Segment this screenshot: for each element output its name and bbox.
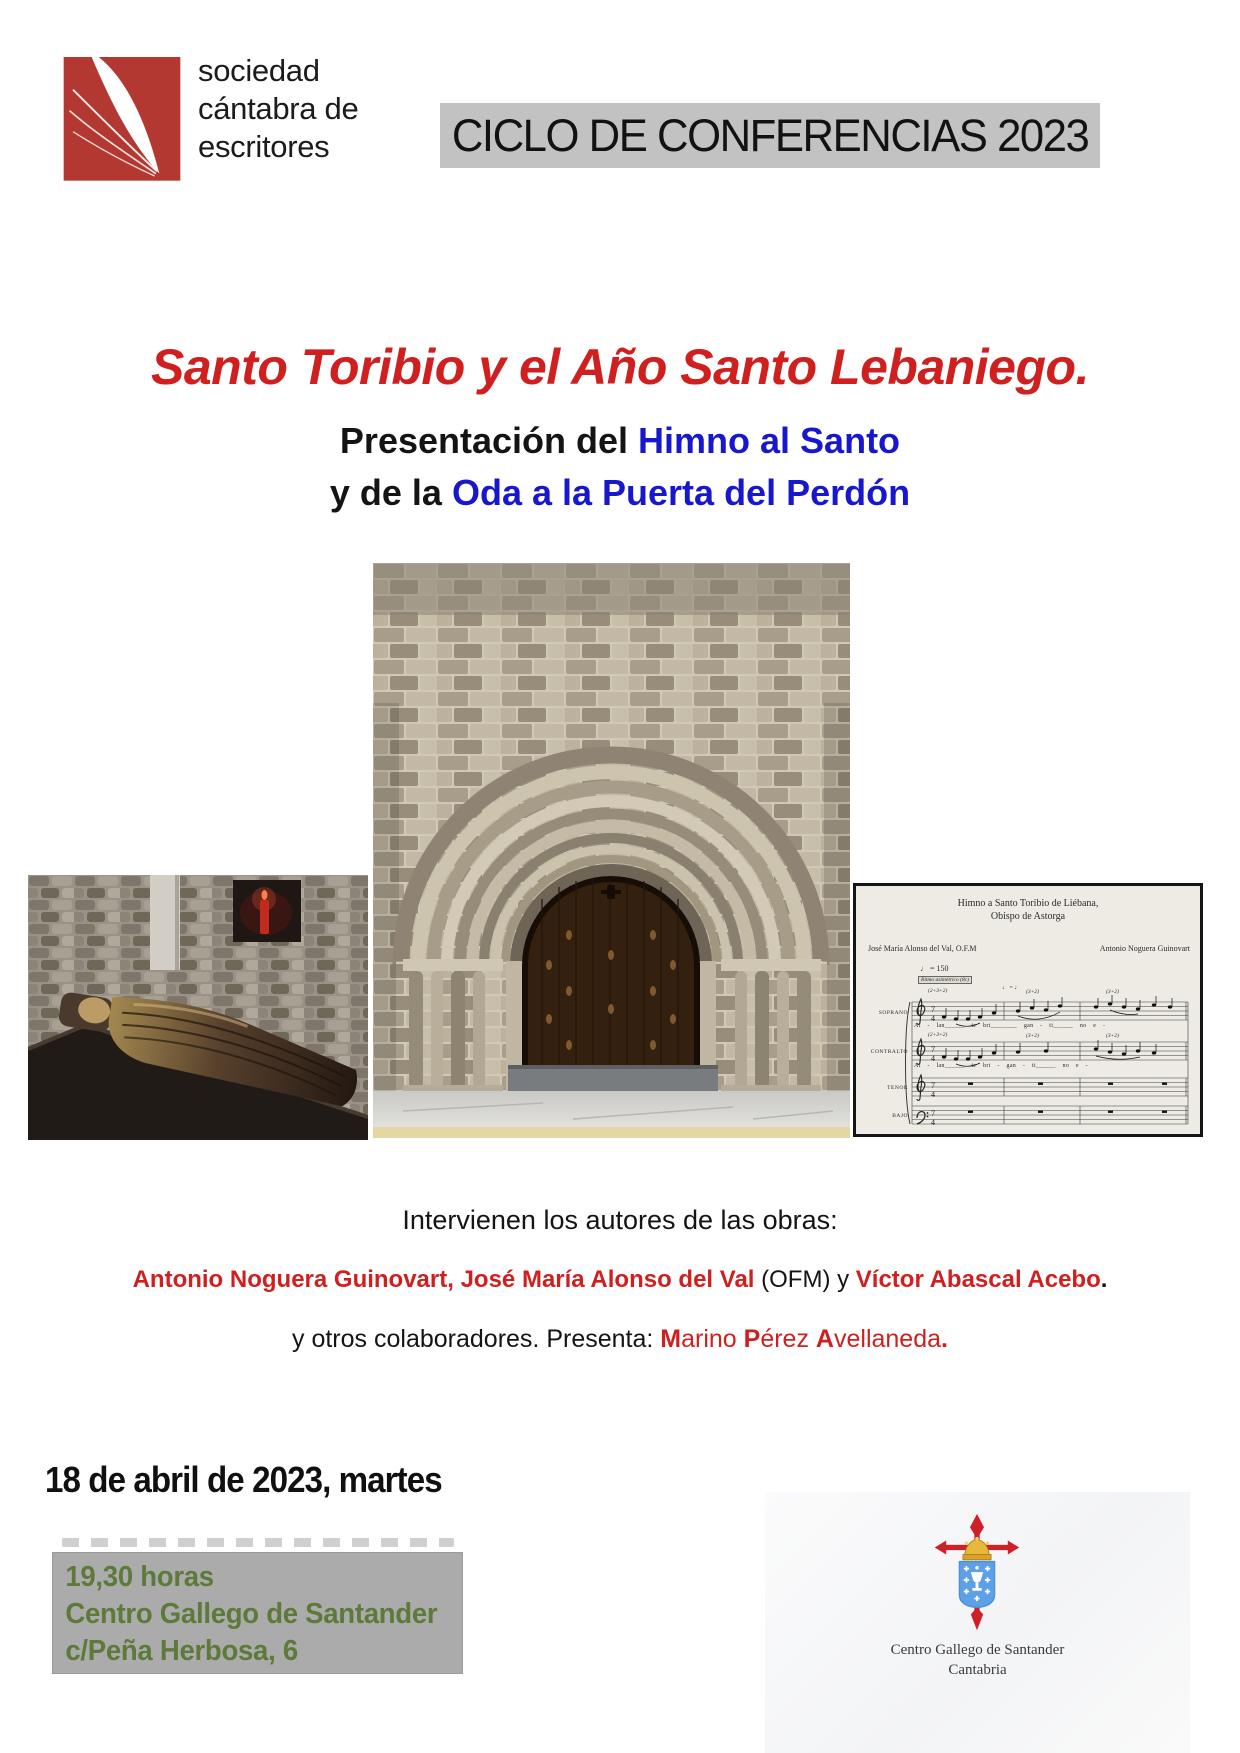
staves: [856, 886, 1200, 1134]
stone-step: [508, 1065, 718, 1093]
collaborators-line: y otros colaboradores. Presenta: Marino Pérez Avellaneda.: [292, 1325, 948, 1353]
venue-address: c/Peña Herbosa, 6: [65, 1635, 298, 1667]
cgs-caption-line2: Cantabria: [948, 1662, 1007, 1678]
hymn-score-photo: [853, 883, 1203, 1137]
treble-clef-icon: [917, 999, 925, 1100]
tempo-marking: ♩ = 150: [920, 964, 949, 973]
score-lyricist: José María Alonso del Val, O.F.M: [868, 944, 977, 953]
event-date: 18 de abril de 2023, martes: [45, 1459, 442, 1500]
centro-gallego-emblem-icon: [933, 1514, 1021, 1632]
score-title-line1: Himno a Santo Toribio de Liébana,: [957, 898, 1099, 909]
svg-text:4: 4: [931, 1054, 935, 1063]
subtitle-line-2: y de la Oda a la Puerta del Perdón: [329, 472, 911, 513]
red-candle: [260, 900, 269, 934]
contralto-notes: [942, 1047, 1156, 1060]
svg-text:7: 7: [931, 1109, 935, 1118]
sce-logo-wordmark: [198, 52, 358, 166]
effigy-photo: [28, 875, 368, 1140]
venue-box: [52, 1552, 463, 1674]
meter-marking: (3+2): [1026, 989, 1039, 995]
svg-text:4: 4: [931, 1118, 935, 1127]
svg-text:4: 4: [931, 1014, 935, 1023]
crown: [963, 1537, 991, 1560]
subtitle-line-1: Presentación del Himno al Santo: [339, 420, 901, 461]
score-title-line2: Obispo de Astorga: [990, 911, 1066, 922]
svg-text:7: 7: [931, 1045, 935, 1054]
page-title: Santo Toribio y el Año Santo Lebaniego.: [151, 339, 1089, 395]
participants-intro: Intervienen los autores de las obras:: [402, 1205, 838, 1235]
voice-label-soprano: SOPRANO: [878, 1010, 908, 1016]
soprano-notes: [942, 1002, 1172, 1020]
meter-marking: (3+2): [1106, 1033, 1119, 1039]
contralto-stems: [946, 1040, 1156, 1059]
svg-text:4: 4: [931, 1090, 935, 1099]
tempo-equivalence: ♩ = ♩: [1002, 985, 1021, 991]
authors-line: Antonio Noguera Guinovart, José María Alonso del Val (OFM) y Víctor Abascal Acebo.: [132, 1266, 1108, 1293]
voice-label-bajo: BAJO: [892, 1113, 908, 1119]
svg-text:7: 7: [931, 1081, 935, 1090]
pavement: [373, 1091, 850, 1129]
portal-photo: [373, 563, 850, 1138]
banner-text: CICLO DE CONFERENCIAS 2023: [451, 109, 1089, 161]
meter-marking: (3+2): [1026, 1033, 1039, 1039]
centro-gallego-logo-block: [765, 1492, 1190, 1753]
candle-niche: [233, 880, 301, 942]
conference-cycle-banner: [440, 103, 1100, 168]
meter-marking: (2+3+2): [928, 988, 948, 994]
venue-time: 19,30 horas: [65, 1561, 214, 1593]
contralto-lyrics: At - lan______ te bri - gan - ti______ no e -: [914, 1063, 1088, 1069]
sce-quill-logo-icon: [63, 57, 181, 183]
rhythm-note: Ritmo asimétrico (8c): [918, 976, 972, 984]
faded-text-remnant: [62, 1538, 454, 1547]
ode-highlight: Oda a la Puerta del Perdón: [451, 472, 911, 513]
cgs-caption-line1: Centro Gallego de Santander: [890, 1642, 1065, 1658]
bass-clef-icon: [917, 1112, 928, 1124]
venue-place: Centro Gallego de Santander: [65, 1598, 438, 1630]
soprano-lyrics: At - lan______ te bri________ gan - ti______ no e -: [914, 1023, 1106, 1029]
centro-gallego-caption: [765, 1640, 1190, 1680]
voice-label-tenor: TENOR: [887, 1085, 908, 1091]
logo-line: escritores: [198, 129, 330, 164]
wooden-door: [525, 879, 697, 1093]
score-composer: Antonio Noguera Guinovart: [1099, 944, 1190, 953]
time-signature: [931, 1005, 935, 1127]
hymn-highlight: Himno al Santo: [638, 420, 901, 461]
svg-text:7: 7: [931, 1005, 935, 1014]
meter-marking: (2+3+2): [928, 1032, 948, 1038]
logo-line: cántabra de: [198, 91, 359, 126]
meter-marking: (3+2): [1106, 989, 1119, 995]
logo-line: sociedad: [198, 53, 320, 88]
voice-label-contralto: CONTRALTO: [870, 1049, 908, 1055]
